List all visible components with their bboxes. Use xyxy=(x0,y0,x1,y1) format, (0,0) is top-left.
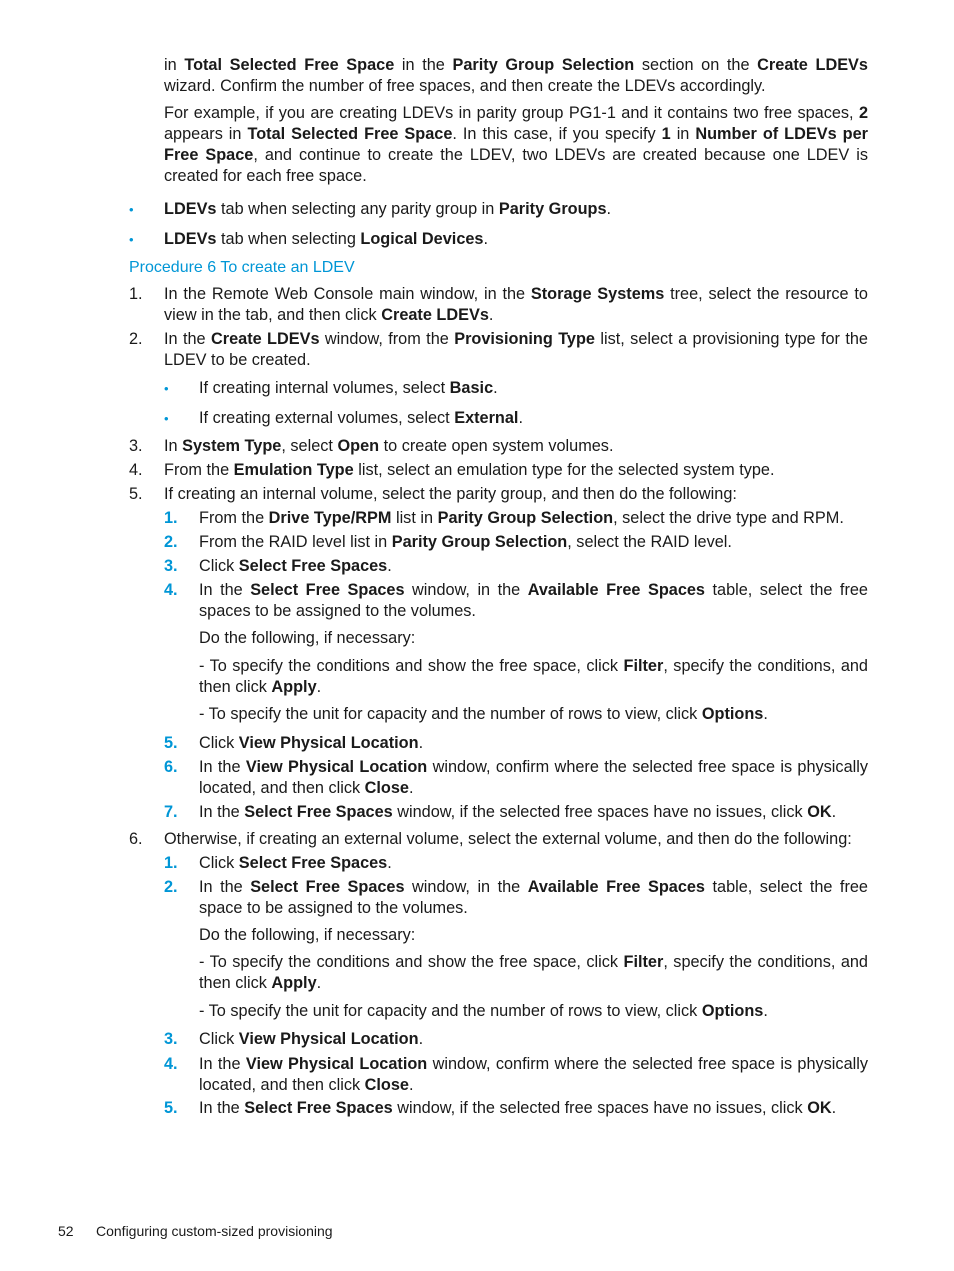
step-3: In System Type, select Open to create open system volumes. xyxy=(164,437,614,455)
bold-term: Create LDEVs xyxy=(381,306,489,324)
example-paragraph: For example, if you are creating LDEVs in parity group PG1-1 and it contains two free spaces, 2 appears in Total Selected Free Space. In this case, if you specify 1 in Number of LDEVs per Free Space, and continue to create the LDEV, two LDEVs are created because one LDEV is created for each free space. xyxy=(164,104,868,185)
bullet-icon: • xyxy=(129,202,134,217)
substep-number: 7. xyxy=(164,803,178,821)
bold-term: Select Free Spaces xyxy=(250,581,405,599)
step-5: If creating an internal volume, select the parity group, and then do the following: xyxy=(164,485,737,503)
bold-term: Storage Systems xyxy=(530,285,665,303)
bold-term: Open xyxy=(337,437,380,455)
substep: Click Select Free Spaces. xyxy=(199,854,392,872)
bold-term: System Type xyxy=(182,437,282,455)
bold-term: View Physical Location xyxy=(238,1030,419,1048)
intro-paragraph: in Total Selected Free Space in the Parity Group Selection section on the Create LDEVs wizard. Confirm the number of free spaces, and then create the LDEVs accordingly. xyxy=(164,56,868,95)
bold-term: OK xyxy=(807,1099,832,1117)
bold-term: Select Free Spaces xyxy=(238,854,388,872)
step-2-bullet: If creating internal volumes, select Basic. xyxy=(199,379,498,397)
bold-term: Filter xyxy=(623,953,664,971)
substep-number: 2. xyxy=(164,533,178,551)
bold-term: Number of LDEVs per Free Space xyxy=(164,125,868,164)
substep-number: 4. xyxy=(164,581,178,599)
bold-term: LDEVs xyxy=(164,230,217,248)
bold-term: Select Free Spaces xyxy=(244,1099,393,1117)
substep-note: Do the following, if necessary: xyxy=(199,926,416,944)
bold-term: Apply xyxy=(271,974,317,992)
bold-term: Parity Groups xyxy=(498,200,607,218)
substep: In the Select Free Spaces window, in the Available Free Spaces table, select the free spaces to be assigned to the volumes. xyxy=(199,581,868,620)
bold-term: Create LDEVs xyxy=(210,330,320,348)
substep: From the RAID level list in Parity Group Selection, select the RAID level. xyxy=(199,533,732,551)
bold-term: Provisioning Type xyxy=(454,330,595,348)
substep-note: - To specify the unit for capacity and the number of rows to view, click Options. xyxy=(199,1002,768,1020)
step-number: 4. xyxy=(129,461,143,479)
bold-term: Available Free Spaces xyxy=(527,581,705,599)
bullet-icon: • xyxy=(129,232,134,247)
substep-number: 2. xyxy=(164,878,178,896)
bold-term: Parity Group Selection xyxy=(391,533,568,551)
substep-note: - To specify the conditions and show the free space, click Filter, specify the conditions, and then click Apply. xyxy=(199,657,868,696)
bold-term: View Physical Location xyxy=(245,758,428,776)
bold-term: Parity Group Selection xyxy=(437,509,614,527)
substep: In the Select Free Spaces window, if the selected free spaces have no issues, click OK. xyxy=(199,803,837,821)
bullet-icon: • xyxy=(164,381,169,396)
substep-note: - To specify the unit for capacity and the number of rows to view, click Options. xyxy=(199,705,768,723)
substep: Click Select Free Spaces. xyxy=(199,557,392,575)
substep: In the Select Free Spaces window, in the Available Free Spaces table, select the free space to be assigned to the volumes. xyxy=(199,878,868,917)
substep-number: 1. xyxy=(164,509,178,527)
step-number: 5. xyxy=(129,485,143,503)
step-1: In the Remote Web Console main window, in the Storage Systems tree, select the resource to view in the tab, and then click Create LDEVs. xyxy=(164,285,868,324)
substep: In the View Physical Location window, confirm where the selected free space is physically located, and then click Close. xyxy=(199,758,868,797)
substep-number: 1. xyxy=(164,854,178,872)
bold-term: External xyxy=(454,409,519,427)
substep-number: 3. xyxy=(164,1030,178,1048)
bold-term: OK xyxy=(807,803,832,821)
bullet-item: LDEVs tab when selecting Logical Devices. xyxy=(164,230,489,248)
bold-term: 2 xyxy=(858,104,868,122)
step-2: In the Create LDEVs window, from the Provisioning Type list, select a provisioning type for the LDEV to be created. xyxy=(164,330,868,369)
substep-note: - To specify the conditions and show the free space, click Filter, specify the conditions, and then click Apply. xyxy=(199,953,868,992)
substep: Click View Physical Location. xyxy=(199,734,424,752)
bold-term: Drive Type/RPM xyxy=(268,509,392,527)
substep: From the Drive Type/RPM list in Parity Group Selection, select the drive type and RPM. xyxy=(199,509,844,527)
bold-term: Emulation Type xyxy=(233,461,354,479)
bold-term: Select Free Spaces xyxy=(238,557,388,575)
step-number: 2. xyxy=(129,330,143,348)
substep: In the View Physical Location window, confirm where the selected free space is physically located, and then click Close. xyxy=(199,1055,868,1094)
substep-number: 5. xyxy=(164,734,178,752)
bold-term: Select Free Spaces xyxy=(244,803,393,821)
bold-term: Select Free Spaces xyxy=(250,878,405,896)
step-6: Otherwise, if creating an external volume, select the external volume, and then do the following: xyxy=(164,830,852,848)
substep: Click View Physical Location. xyxy=(199,1030,424,1048)
page-footer xyxy=(58,1222,333,1240)
substep-note: Do the following, if necessary: xyxy=(199,629,416,647)
bullet-icon: • xyxy=(164,411,169,426)
bold-term: Total Selected Free Space xyxy=(184,56,395,74)
bold-term: LDEVs xyxy=(164,200,217,218)
bold-term: Total Selected Free Space xyxy=(247,125,453,143)
substep-number: 5. xyxy=(164,1099,178,1117)
step-4: From the Emulation Type list, select an emulation type for the selected system type. xyxy=(164,461,775,479)
substep-number: 4. xyxy=(164,1055,178,1073)
bold-term: Filter xyxy=(623,657,664,675)
step-number: 6. xyxy=(129,830,143,848)
bold-term: View Physical Location xyxy=(238,734,419,752)
procedure-heading: Procedure 6 To create an LDEV xyxy=(129,259,355,276)
step-number: 1. xyxy=(129,285,143,303)
substep-number: 3. xyxy=(164,557,178,575)
bold-term: Logical Devices xyxy=(360,230,484,248)
bold-term: Close xyxy=(364,779,409,797)
bold-term: Create LDEVs xyxy=(757,56,868,74)
bold-term: Options xyxy=(701,1002,764,1020)
bold-term: 1 xyxy=(661,125,671,143)
bold-term: Basic xyxy=(449,379,494,397)
bullet-item: LDEVs tab when selecting any parity group in Parity Groups. xyxy=(164,200,612,218)
bold-term: Parity Group Selection xyxy=(452,56,635,74)
page-number: 52 xyxy=(58,1223,74,1239)
bold-term: Options xyxy=(701,705,764,723)
substep-number: 6. xyxy=(164,758,178,776)
bold-term: View Physical Location xyxy=(245,1055,428,1073)
bold-term: Apply xyxy=(271,678,317,696)
bold-term: Close xyxy=(364,1076,409,1094)
step-2-bullet: If creating external volumes, select External. xyxy=(199,409,523,427)
bold-term: Available Free Spaces xyxy=(527,878,705,896)
footer-section-title: Configuring custom-sized provisioning xyxy=(96,1223,333,1239)
substep: In the Select Free Spaces window, if the selected free spaces have no issues, click OK. xyxy=(199,1099,837,1117)
step-number: 3. xyxy=(129,437,143,455)
